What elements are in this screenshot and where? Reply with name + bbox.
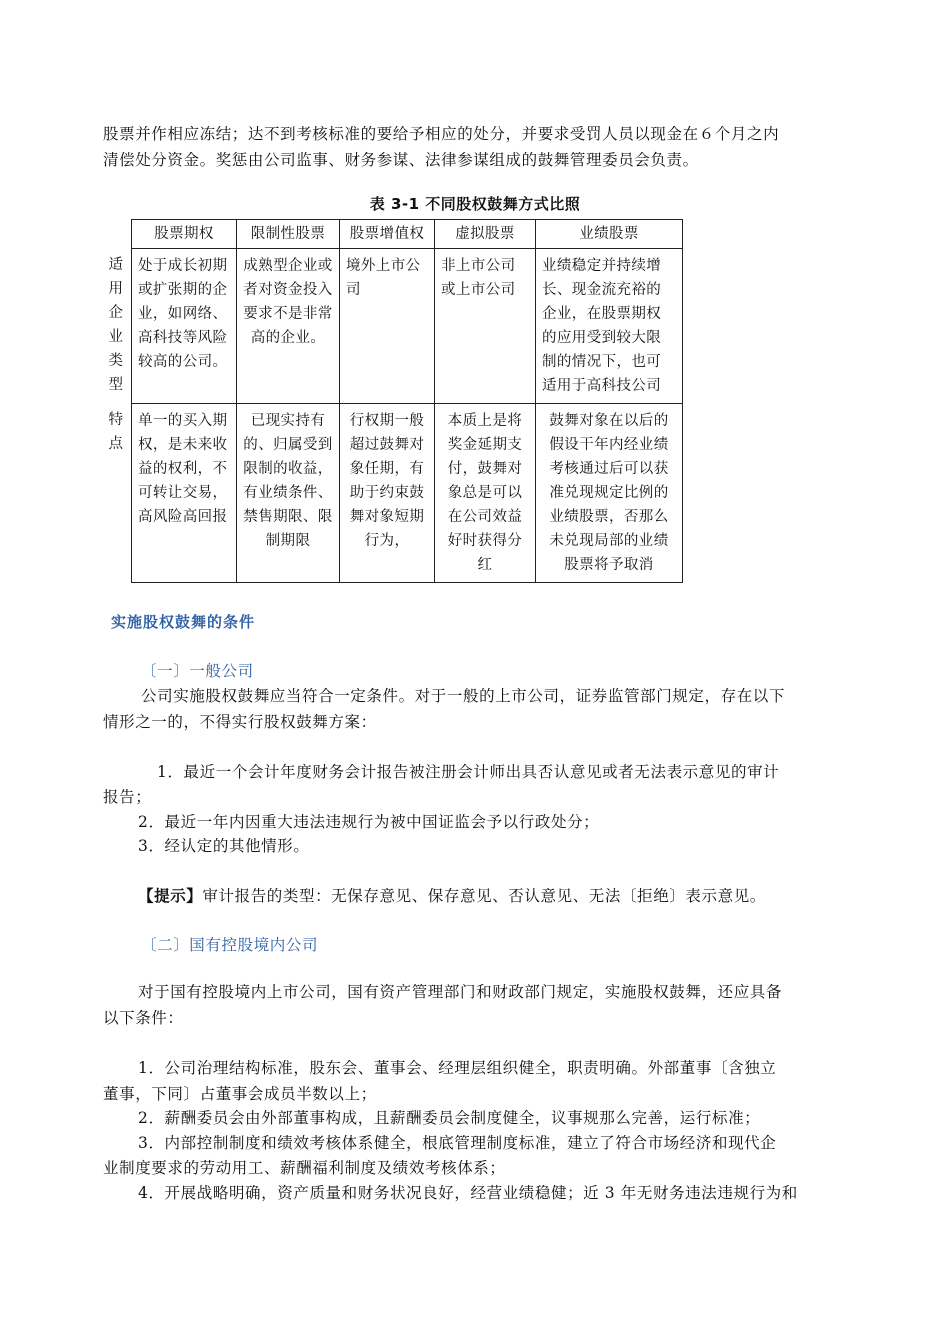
tip-label: 【提示】 [138, 886, 203, 905]
table-cell: 行权期一般超过鼓舞对象任期，有助于约束鼓舞对象短期行为， [340, 404, 435, 583]
general-para-line-1: 公司实施股权鼓舞应当符合一定条件。对于一般的上市公司，证券监管部门规定，存在以下 [141, 687, 786, 705]
table-header-row [103, 220, 683, 249]
table-cell: 本质上是将奖金延期支付，鼓舞对象总是可以在公司效益好时获得分红 [435, 404, 536, 583]
general-item-1-line-2: 报告； [103, 788, 152, 806]
table-row [103, 404, 683, 583]
general-item-2: 2．最近一年内因重大违法违规行为被中国证监会予以行政处分； [138, 813, 600, 831]
table-cell: 单一的买入期权，是未来收益的权利，不可转让交易，高风险高回报 [132, 404, 237, 583]
state-para-line-1: 对于国有控股境内上市公司，国有资产管理部门和财政部门规定，实施股权鼓舞，还应具备 [138, 983, 783, 1001]
header-cell: 业绩股票 [536, 220, 683, 249]
intro-line-2: 清偿处分资金。奖惩由公司监事、财务参谋、法律参谋组成的鼓舞管理委员会负责。 [103, 151, 699, 169]
row-label: 适用企业类型 [103, 249, 132, 404]
subheading-state: 〔二〕国有控股境内公司 [141, 936, 319, 954]
general-para-line-2: 情形之一的，不得实行股权鼓舞方案： [103, 713, 377, 731]
state-para-line-2: 以下条件： [103, 1009, 184, 1027]
table-cell: 非上市公司或上市公司 [435, 249, 536, 404]
header-cell: 股票期权 [132, 220, 237, 249]
state-item-1-line-1: 1．公司治理结构标准，股东会、董事会、经理层组织健全，职责明确。外部董事〔含独立 [138, 1059, 777, 1077]
header-cell: 股票增值权 [340, 220, 435, 249]
table-cell: 鼓舞对象在以后的假设干年内经业绩考核通过后可以获准兑现规定比例的业绩股票，否那么未兑现局部的业绩股票将予取消 [536, 404, 683, 583]
comparison-table [103, 219, 683, 583]
table-caption: 表 3-1 不同股权鼓舞方式比照 [369, 195, 581, 213]
table-cell: 境外上市公司 [340, 249, 435, 404]
state-item-3-line-2: 业制度要求的劳动用工、薪酬福利制度及绩效考核体系； [103, 1159, 506, 1177]
general-item-3: 3．经认定的其他情形。 [138, 837, 310, 855]
table-cell: 成熟型企业或者对资金投入要求不是非常高的企业。 [237, 249, 340, 404]
state-item-2: 2．薪酬委员会由外部董事构成，且薪酬委员会制度健全，议事规那么完善，运行标准； [138, 1109, 761, 1127]
state-item-3-line-1: 3．内部控制制度和绩效考核体系健全，根底管理制度标准，建立了符合市场经济和现代企 [138, 1134, 777, 1152]
tip-line [138, 884, 766, 906]
table-corner-cell [103, 220, 132, 249]
intro-line-1: 股票并作相应冻结；达不到考核标准的要给予相应的处分，并要求受罚人员以现金在６个月之内 [103, 125, 780, 143]
tip-text: 审计报告的类型：无保存意见、保存意见、否认意见、无法〔拒绝〕表示意见。 [202, 887, 766, 905]
section-heading: 实施股权鼓舞的条件 [111, 613, 256, 631]
subheading-general: 〔一〕一般公司 [141, 662, 254, 680]
table-row [103, 249, 683, 404]
general-item-1-line-1: 1．最近一个会计年度财务会计报告被注册会计师出具否认意见或者无法表示意见的审计 [157, 763, 780, 781]
table-cell: 处于成长初期或扩张期的企业，如网络、高科技等风险较高的公司。 [132, 249, 237, 404]
header-cell: 限制性股票 [237, 220, 340, 249]
row-label: 特点 [103, 404, 132, 583]
state-item-1-line-2: 董事，下同〕占董事会成员半数以上； [103, 1085, 377, 1103]
table-cell: 已现实持有的、归属受到限制的收益，有业绩条件、禁售期限、限制期限 [237, 404, 340, 583]
table-cell: 业绩稳定并持续增长、现金流充裕的企业，在股票期权的应用受到较大限制的情况下，也可适用于高科技公司 [536, 249, 683, 404]
state-item-4: 4．开展战略明确，资产质量和财务状况良好，经营业绩稳健；近 3 年无财务违法违规行为和 [138, 1184, 798, 1202]
header-cell: 虚拟股票 [435, 220, 536, 249]
